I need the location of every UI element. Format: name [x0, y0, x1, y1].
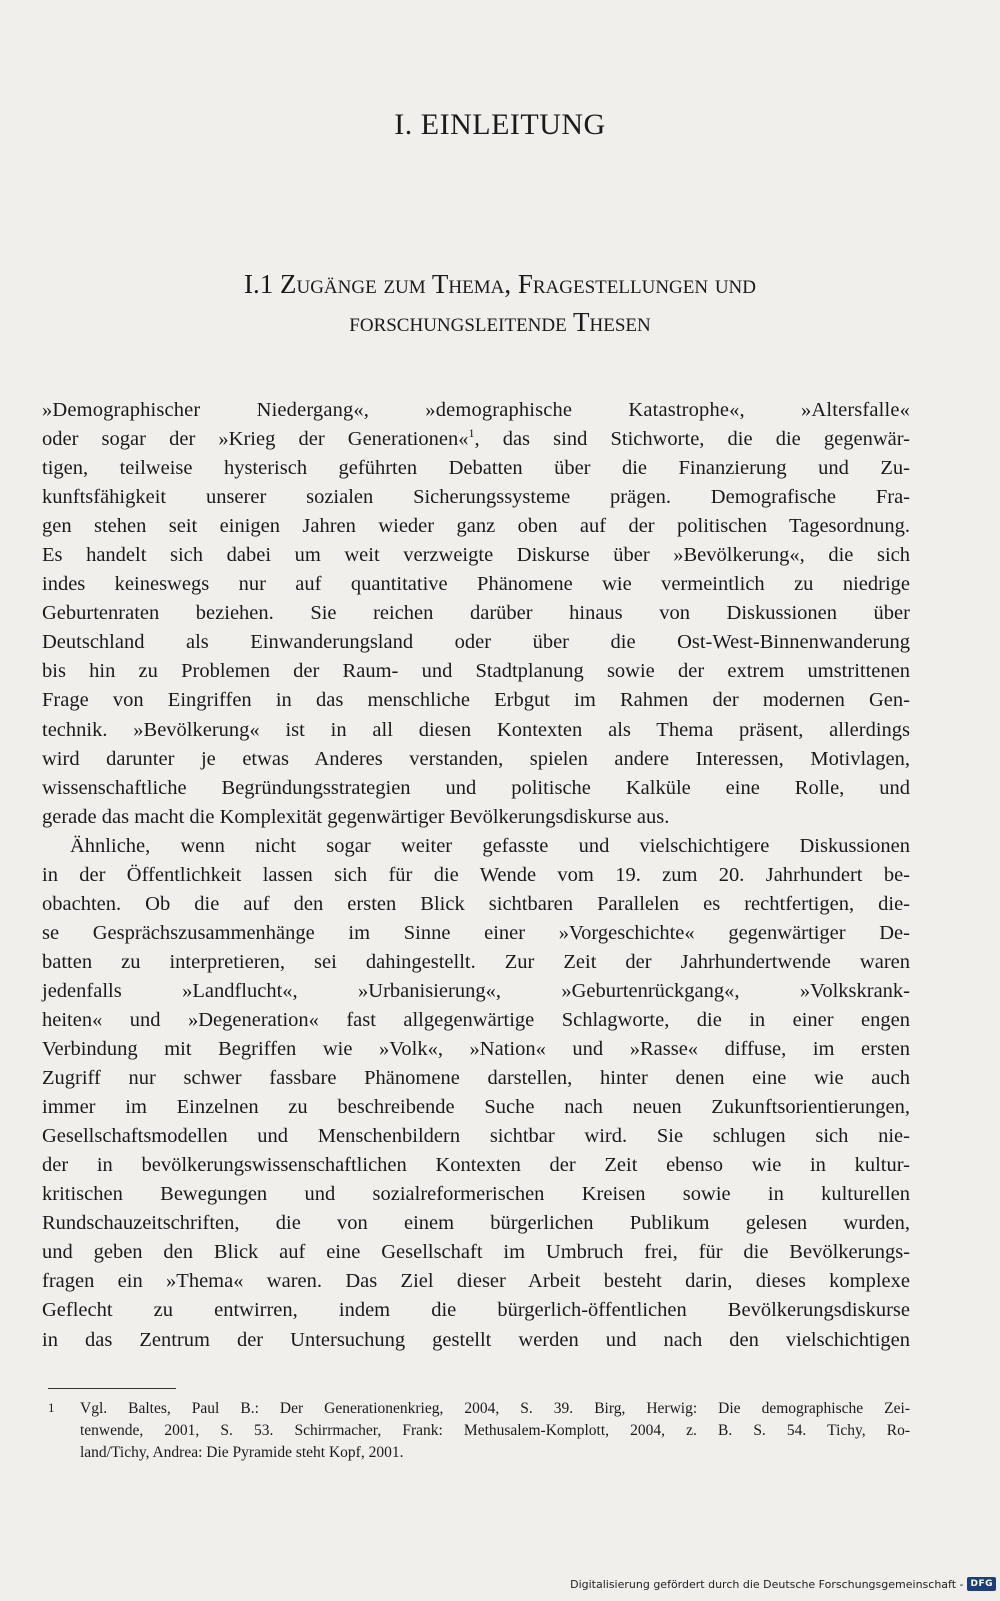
- text-line: Frage von Eingriffen in das menschliche Erbgut im Rahmen der modernen Gen-: [42, 689, 910, 712]
- digitization-note: Digitalisierung gefördert durch die Deutsche Forschungsgemeinschaft -: [570, 1577, 964, 1591]
- text-line: bis hin zu Problemen der Raum- und Stadtplanung sowie der extrem umstrittenen: [42, 660, 910, 683]
- text-line: [42, 425, 910, 454]
- text-line: heiten« und »Degeneration« fast allgegenwärtige Schlagworte, die in einer engen: [42, 1008, 910, 1031]
- text-line: gen stehen seit einigen Jahren wieder ganz oben auf der politischen Tagesordnung.: [42, 515, 910, 538]
- text-line: Geflecht zu entwirren, indem die bürgerlich-öffentlichen Bevölkerungsdiskurse: [42, 1299, 910, 1322]
- text-line: se Gesprächszusammenhänge im Sinne einer »Vorgeschichte« gegenwärtiger De-: [42, 921, 910, 944]
- footnote-line: tenwende, 2001, S. 53. Schirrmacher, Frank: Methusalem-Komplott, 2004, z. B. S. 54. Tichy, Ro-: [80, 1422, 910, 1439]
- text-line: wird darunter je etwas Anderes verstanden, spielen andere Interessen, Motivlagen,: [42, 747, 910, 770]
- text-line: batten zu interpretieren, sei dahingestellt. Zur Zeit der Jahrhundertwende waren: [42, 950, 910, 973]
- footnote-marker[interactable]: 1: [468, 426, 475, 441]
- text-line: fragen ein »Thema« waren. Das Ziel dieser Arbeit besteht darin, dieses komplexe: [42, 1270, 910, 1293]
- text-line: immer im Einzelnen zu beschreibende Suche nach neuen Zukunftsorientierungen,: [42, 1096, 910, 1119]
- text-line: der in bevölkerungswissenschaftlichen Kontexten der Zeit ebenso wie in kultur-: [42, 1154, 910, 1177]
- text-line: Rundschauzeitschriften, die von einem bürgerlichen Publikum gelesen wurden,: [42, 1212, 910, 1235]
- text-line: gerade das macht die Komplexität gegenwärtiger Bevölkerungsdiskurse aus.: [42, 805, 670, 828]
- section-title-line-2: forschungsleitende Thesen: [349, 307, 651, 337]
- text-line: Geburtenraten beziehen. Sie reichen darüber hinaus von Diskussionen über: [42, 602, 910, 625]
- dfg-logo-icon[interactable]: DFG: [967, 1577, 996, 1591]
- text-line: obachten. Ob die auf den ersten Blick sichtbaren Parallelen es rechtfertigen, die-: [42, 892, 910, 915]
- footnote-line: land/Tichy, Andrea: Die Pyramide steht Kopf, 2001.: [80, 1444, 404, 1461]
- footnote-divider: [48, 1388, 176, 1389]
- text-line: Zugriff nur schwer fassbare Phänomene darstellen, hinter denen eine wie auch: [42, 1067, 910, 1090]
- footnote-line: Vgl. Baltes, Paul B.: Der Generationenkrieg, 2004, S. 39. Birg, Herwig: Die demographische Zei-: [80, 1400, 910, 1417]
- footnote: [48, 1398, 910, 1464]
- text-line: kritischen Bewegungen und sozialreformerischen Kreisen sowie in kulturellen: [42, 1183, 910, 1206]
- text-line: in der Öffentlichkeit lassen sich für die Wende vom 19. zum 20. Jahrhundert be-: [42, 863, 910, 886]
- text-line: Gesellschaftsmodellen und Menschenbildern sichtbar wird. Sie schlugen sich nie-: [42, 1125, 910, 1148]
- text-line: jedenfalls »Landflucht«, »Urbanisierung«, »Geburtenrückgang«, »Volkskrank-: [42, 979, 910, 1002]
- text-segment: oder sogar der »Krieg der Generationen«: [42, 428, 469, 451]
- text-line: Es handelt sich dabei um weit verzweigte Diskurse über »Bevölkerung«, die sich: [42, 544, 910, 567]
- text-line: tigen, teilweise hysterisch geführten Debatten über die Finanzierung und Zu-: [42, 457, 910, 480]
- text-segment: , das sind Stichworte, die die gegenwär-: [474, 428, 911, 451]
- text-line: kunftsfähigkeit unserer sozialen Sicherungssysteme prägen. Demografische Fra-: [42, 486, 910, 509]
- text-line: wissenschaftliche Begründungsstrategien und politische Kalküle eine Rolle, und: [42, 776, 910, 799]
- text-line: in das Zentrum der Untersuchung gestellt werden und nach den vielschichtigen: [42, 1328, 910, 1351]
- paragraph-2: [42, 832, 910, 1355]
- paragraph-1: [42, 396, 910, 832]
- digitization-banner: [570, 1574, 996, 1594]
- body-text: [42, 396, 910, 1355]
- text-line: »Demographischer Niedergang«, »demographische Katastrophe«, »Altersfalle«: [42, 399, 910, 421]
- section-title: [80, 265, 920, 341]
- text-line: Deutschland als Einwanderungsland oder über die Ost-West-Binnenwanderung: [42, 631, 910, 654]
- text-line: Ähnliche, wenn nicht sogar weiter gefasste und vielschichtigere Diskussionen: [70, 834, 910, 857]
- text-line: indes keineswegs nur auf quantitative Phänomene wie vermeintlich zu niedrige: [42, 573, 910, 596]
- text-line: technik. »Bevölkerung« ist in all diesen Kontexten als Thema präsent, allerdings: [42, 718, 910, 741]
- text-line: und geben den Blick auf eine Gesellschaft im Umbruch frei, für die Bevölkerungs-: [42, 1241, 910, 1264]
- section-title-line-1: I.1 Zugänge zum Thema, Fragestellungen und: [244, 269, 756, 299]
- chapter-title: I. EINLEITUNG: [394, 108, 606, 141]
- text-line: Verbindung mit Begriffen wie »Volk«, »Nation« und »Rasse« diffuse, im ersten: [42, 1038, 910, 1061]
- footnote-number: 1: [48, 1400, 55, 1415]
